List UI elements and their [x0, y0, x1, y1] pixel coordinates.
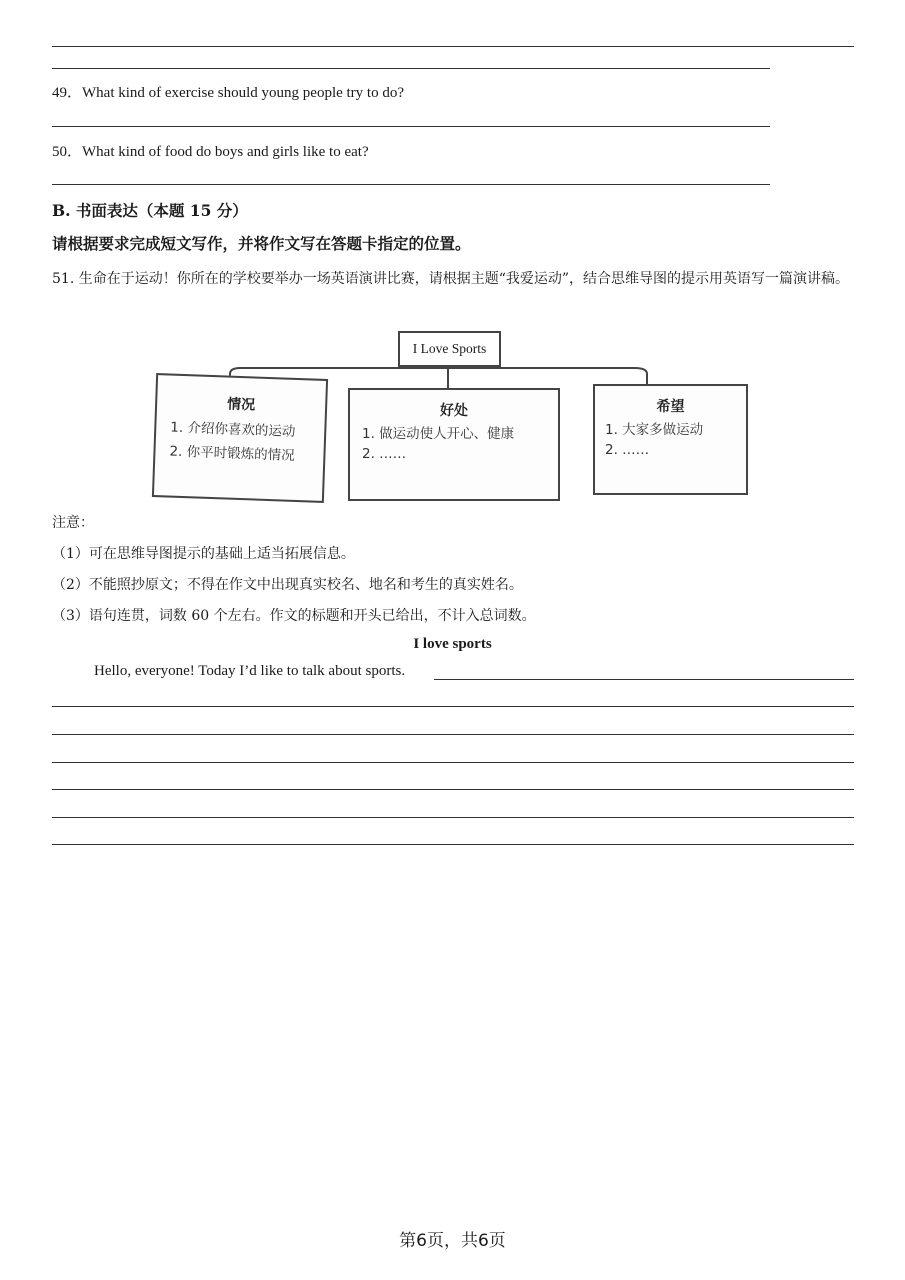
essay-line[interactable]	[52, 844, 854, 845]
answer-line[interactable]	[52, 68, 770, 69]
branch-item: 1. 介绍你喜欢的运动	[170, 419, 296, 440]
answer-line-49[interactable]	[52, 126, 770, 127]
note-item-1: （1）可在思维导图提示的基础上适当拓展信息。	[52, 546, 355, 562]
question-50: 50．What kind of food do boys and girls like to eat?	[52, 144, 369, 160]
question-49: 49．What kind of exercise should young people try to do?	[52, 85, 405, 101]
essay-line[interactable]	[52, 789, 854, 790]
branch-item: 2. ……	[605, 442, 650, 458]
branch-item: 2. ……	[362, 446, 407, 462]
mind-map-root-label: I Love Sports	[412, 341, 487, 356]
branch-title: 好处	[440, 403, 468, 419]
section-instruction: 请根据要求完成短文写作，并将作文写在答题卡指定的位置。	[52, 234, 471, 253]
branch-title: 希望	[656, 399, 685, 415]
essay-line[interactable]	[434, 679, 854, 680]
branch-item: 1. 大家多做运动	[605, 422, 704, 438]
mind-map-branch-benefits	[348, 388, 560, 501]
mind-map-branch-situation	[152, 373, 328, 503]
page-number: 第6页，共6页	[399, 1231, 506, 1251]
essay-title: I love sports	[413, 636, 492, 652]
essay-line[interactable]	[52, 762, 854, 763]
branch-title: 情况	[226, 396, 256, 414]
essay-line[interactable]	[52, 706, 854, 707]
branch-item: 1. 做运动使人开心、健康	[362, 426, 515, 442]
note-item-2: （2）不能照抄原文；不得在作文中出现真实校名、地名和考生的真实姓名。	[52, 577, 523, 593]
essay-opening: Hello, everyone! Today I’d like to talk about sports.	[94, 663, 406, 679]
note-item-3: （3）语句连贯，词数 60 个左右。作文的标题和开头已给出，不计入总词数。	[52, 608, 536, 624]
mind-map-branch-hope	[593, 384, 748, 495]
branch-item: 2. 你平时锻炼的情况	[169, 443, 295, 464]
mind-map-root	[398, 331, 501, 367]
essay-line[interactable]	[52, 817, 854, 818]
mind-map	[150, 328, 755, 506]
question-51: 51. 生命在于运动！你所在的学校要举办一场英语演讲比赛，请根据主题“我爱运动”，结合思维导图的提示用英语写一篇演讲稿。	[52, 271, 850, 287]
answer-line-50[interactable]	[52, 184, 770, 185]
notes-heading: 注意：	[52, 515, 94, 531]
answer-line[interactable]	[52, 46, 854, 47]
section-title: B. 书面表达（本题 15 分）	[52, 201, 248, 220]
essay-line[interactable]	[52, 734, 854, 735]
